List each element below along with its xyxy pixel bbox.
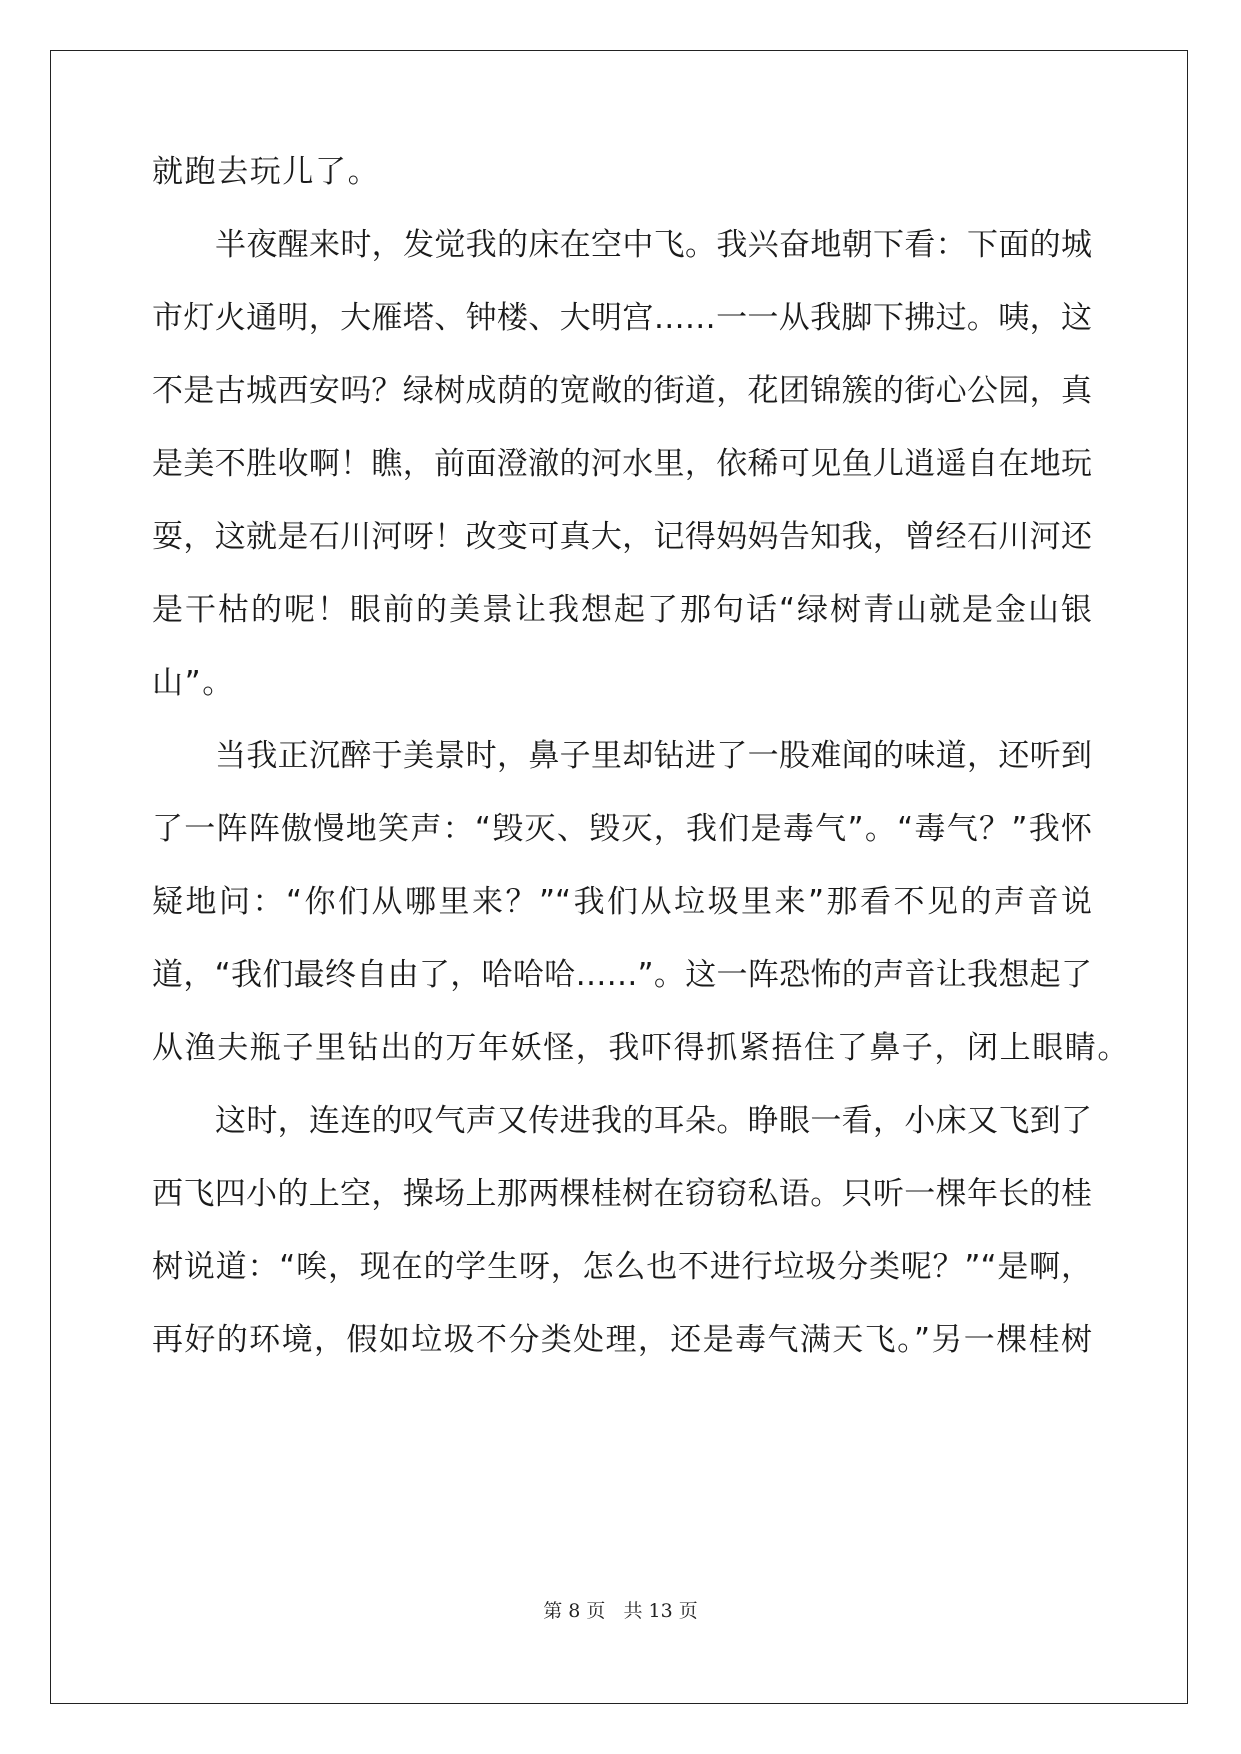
text-line: 道，“我们最终自由了，哈哈哈……”。这一阵恐怖的声音让我想起了 [152,957,1092,993]
text-line: 市灯火通明，大雁塔、钟楼、大明宫……一一从我脚下拂过。咦，这 [152,300,1092,336]
text-line: 从渔夫瓶子里钻出的万年妖怪，我吓得抓紧捂住了鼻子，闭上眼睛。 [152,1030,1130,1066]
page-number: 第 8 页 [543,1600,606,1622]
text-line: 不是古城西安吗？绿树成荫的宽敞的街道，花团锦簇的街心公园，真 [152,373,1092,409]
text-line: 山”。 [152,665,235,701]
paragraph-first-line: 半夜醒来时，发觉我的床在空中飞。我兴奋地朝下看：下面的城 [215,227,1092,263]
text-line: 就跑去玩儿了。 [152,154,381,190]
text-line: 再好的环境，假如垃圾不分类处理，还是毒气满天飞。”另一棵桂树 [152,1322,1092,1358]
text-line: 耍，这就是石川河呀！改变可真大，记得妈妈告知我，曾经石川河还 [152,519,1092,555]
text-line: 树说道：“唉，现在的学生呀，怎么也不进行垃圾分类呢？”“是啊， [152,1249,1092,1285]
text-line: 是干枯的呢！眼前的美景让我想起了那句话“绿树青山就是金山银 [152,592,1092,628]
paragraph-first-line: 这时，连连的叹气声又传进我的耳朵。睁眼一看，小床又飞到了 [215,1103,1092,1139]
text-line: 了一阵阵傲慢地笑声：“毁灭、毁灭，我们是毒气”。“毒气？”我怀 [152,811,1092,847]
paragraph-first-line: 当我正沉醉于美景时，鼻子里却钻进了一股难闻的味道，还听到 [215,738,1092,774]
text-line: 是美不胜收啊！瞧，前面澄澈的河水里，依稀可见鱼儿逍遥自在地玩 [152,446,1092,482]
text-line: 疑地问：“你们从哪里来？”“我们从垃圾里来”那看不见的声音说 [152,884,1092,920]
text-line: 西飞四小的上空，操场上那两棵桂树在窃窃私语。只听一棵年长的桂 [152,1176,1092,1212]
page-footer [0,1599,1241,1623]
page-total: 共 13 页 [623,1600,698,1622]
